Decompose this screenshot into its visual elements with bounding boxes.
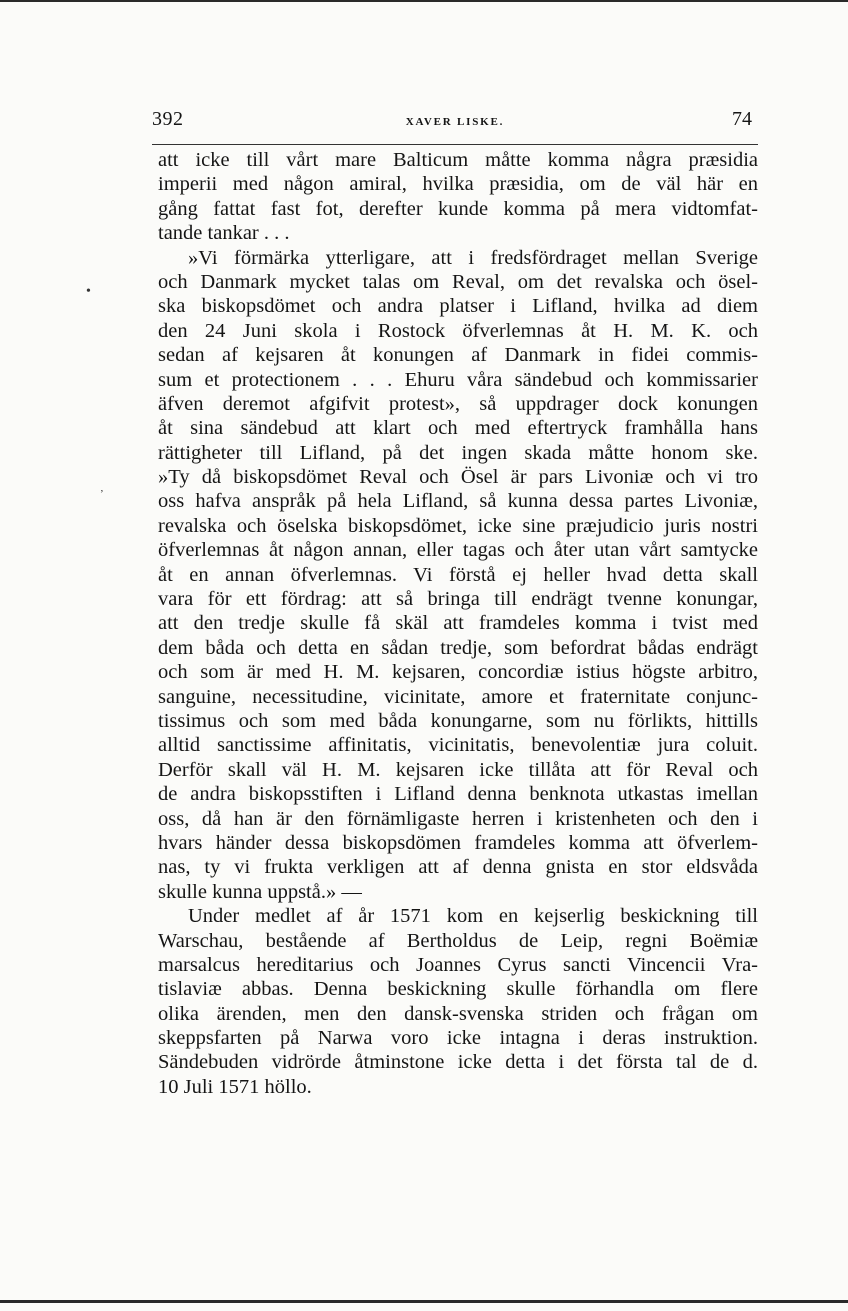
text-line: skulle kunna uppstå.» — [158,880,362,903]
text-line: och Danmark mycket talas om Reval, om det revalska och ösel- [158,270,758,293]
text-line: Derför skall väl H. M. kejsaren icke tillåta att för Reval och [158,758,758,781]
margin-mark: ‚ [100,482,104,494]
text-line: Under medlet af år 1571 kom en kejserlig beskickning till [188,905,758,928]
margin-mark: • [86,284,91,299]
text-line: imperii med någon amiral, hvilka præsidia, om de väl här en [158,173,758,196]
text-line: hvars händer dessa biskopsdömen framdeles komma att öfverlem- [158,831,758,854]
text-line: äfven deremot afgifvit protest», så uppdrager dock konungen [158,392,758,415]
text-line: vara för ett fördrag: att så bringa till endrägt tvenne konungar, [158,588,758,611]
text-line: och som är med H. M. kejsaren, concordiæ istius högste arbitro, [158,661,758,684]
text-line: rättigheter till Lifland, på det ingen skada måtte honom ske. [158,441,758,464]
text-line: revalska och öselska biskopsdömet, icke sine præjudicio juris nostri [158,514,758,537]
text-line: alltid sanctissime affinitatis, vicinitatis, benevolentiæ jura coluit. [158,734,758,757]
text-line: ska biskopsdömet och andra platser i Lifland, hvilka ad diem [158,295,758,318]
text-line: olika ärenden, men den dansk-svenska striden och frågan om [158,1002,758,1025]
text-line: öfverlemnas åt någon annan, eller tagas och åter utan vårt samtycke [158,539,758,562]
section-number: 74 [732,108,752,130]
text-line: »Ty då biskopsdömet Reval och Ösel är pars Livoniæ och vi tro [158,466,758,489]
text-line: gång fattat fast fot, derefter kunde komma på mera vidtomfat- [158,197,758,220]
text-line: oss, då han är den förnämligaste herren i kristenheten och den i [158,807,758,830]
text-line: tissimus och som med båda konungarne, som nu förlikts, hittills [158,709,758,732]
page-number: 392 [152,108,184,130]
text-line: 10 Juli 1571 höllo. [158,1075,312,1098]
text-line: sum et protectionem . . . Ehuru våra sändebud och kommissarier [158,368,758,391]
text-line: Warschau, bestående af Bertholdus de Leip, regni Boëmiæ [158,929,758,952]
text-line: sedan af kejsaren åt konungen af Danmark in fidei commis- [158,344,758,367]
text-line: oss hafva anspråk på hela Lifland, så kunna dessa partes Livoniæ, [158,490,758,513]
text-line: dem båda och detta en sådan tredje, som befordrat bådas endrägt [158,636,758,659]
text-line: nas, ty vi frukta verkligen att af denna gnista en stor eldsvåda [158,856,758,879]
text-line: tislaviæ abbas. Denna beskickning skulle förhandla om flere [158,978,758,1001]
text-line: att icke till vårt mare Balticum måtte komma några præsidia [158,149,758,171]
text-line: åt sina sändebud att klart och med eftertryck framhålla hans [158,417,758,440]
body-text [158,148,758,1099]
text-line: sanguine, necessitudine, vicinitate, amore et fraternitate conjunc- [158,685,758,708]
text-line: skeppsfarten på Narwa voro icke intagna i deras instruktion. [158,1027,758,1050]
top-edge-rule [0,0,848,2]
header-rule [152,144,758,145]
text-line: Sändebuden vidrörde åtminstone icke detta i det första tal de d. [158,1051,758,1074]
text-line: den 24 Juni skola i Rostock öfverlemnas åt H. M. K. och [158,319,758,342]
running-head: XAVER LISKE. [405,116,505,128]
text-line: de andra biskopsstiften i Lifland denna benknota utkastas imellan [158,783,758,806]
text-line: åt en annan öfverlemnas. Vi förstå ej heller hvad detta skall [158,563,758,586]
text-line: tande tankar . . . [158,222,290,245]
page-header [152,108,758,138]
text-line: »Vi förmärka ytterligare, att i fredsfördraget mellan Sverige [188,246,758,269]
text-line: att den tredje skulle få skäl att framdeles komma i tvist med [158,612,758,635]
bottom-edge-rule [0,1300,848,1303]
text-line: marsalcus hereditarius och Joannes Cyrus sancti Vincencii Vra- [158,953,758,976]
